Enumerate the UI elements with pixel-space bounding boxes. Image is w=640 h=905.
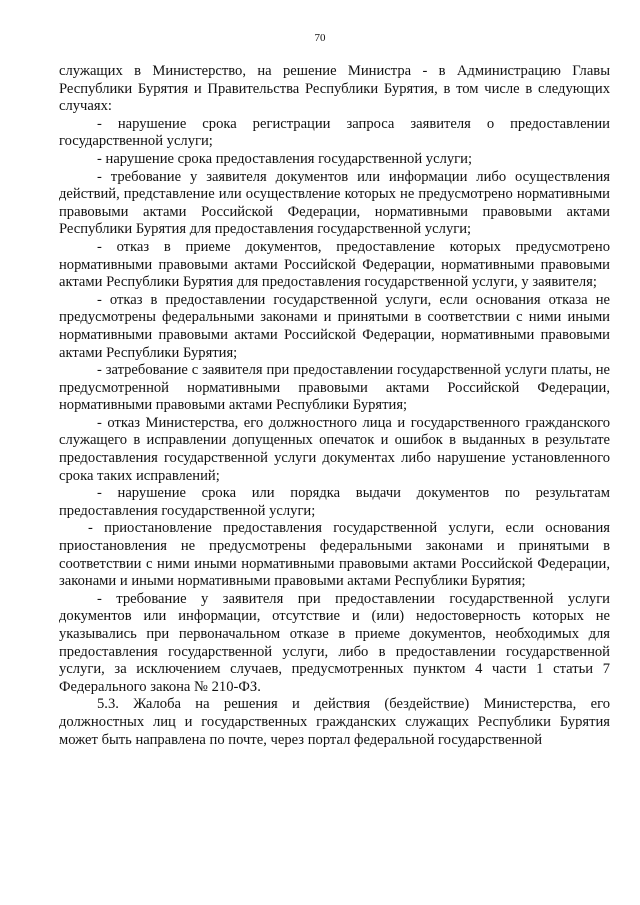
page-number: 70 (314, 32, 326, 44)
list-item-document-requirement: - требование у заявителя документов или информации либо осуществления действий, представление или осуществление которых не предусмотрено нормативными правовыми актами Российской Федерации, нормативными правовыми актами Республики Бурятия для предоставления государственной услуги; (59, 168, 610, 238)
paragraph-continuation: служащих в Министерство, на решение Министра - в Администрацию Главы Республики Бурятия и Правительства Республики Бурятия, в том числе в следующих случаях: (59, 63, 610, 115)
list-item-invalid-document-requirement: - требование у заявителя при предоставлении государственной услуги документов или информации, отсутствие и (или) недостоверность которых не указывались при первоначальном отказе в приеме документов, необходимых для предоставления государственной услуги, либо в предоставлении государственной услуги, за исключением случаев, предусмотренных пунктом 4 части 1 статьи 7 Федерального закона № 210-ФЗ. (59, 590, 610, 695)
list-item-suspension: - приостановление предоставления государственной услуги, если основания приостановления не предусмотрены федеральными законами и принятыми в соответствии с ними иными нормативными правовыми актами Российской Федерации, законами и иными нормативными правовыми актами Республики Бурятия; (59, 520, 610, 590)
section-5-3-paragraph: 5.3. Жалоба на решения и действия (бездействие) Министерства, его должностных лиц и государственных гражданских служащих Республики Бурятия может быть направлена по почте, через портал федеральной государственной (59, 696, 610, 748)
list-item-fee-demand: - затребование с заявителя при предоставлении государственной услуги платы, не предусмотренной нормативными правовыми актами Российской Федерации, нормативными правовыми актами Республики Бурятия; (59, 362, 610, 414)
list-item-registration-deadline: - нарушение срока регистрации запроса заявителя о предоставлении государственной услуги; (59, 115, 610, 150)
list-item-service-refusal: - отказ в предоставлении государственной услуги, если основания отказа не предусмотрены федеральными законами и принятыми в соответствии с ними иными нормативными правовыми актами Российской Федерации, нормативными правовыми актами Республики Бурятия; (59, 291, 610, 361)
list-item-issuance-violation: - нарушение срока или порядка выдачи документов по результатам предоставления государственной услуги; (59, 485, 610, 519)
list-item-service-deadline: - нарушение срока предоставления государственной услуги; (97, 150, 473, 167)
document-body (59, 63, 610, 749)
list-item-correction-refusal: - отказ Министерства, его должностного лица и государственного гражданского служащего в исправлении допущенных опечаток и ошибок в выданных в результате предоставления государственной услуги документах либо нарушение установленного срока таких исправлений; (59, 414, 610, 484)
list-item-document-refusal: - отказ в приеме документов, предоставление которых предусмотрено нормативными правовыми актами Российской Федерации, нормативными правовыми актами Республики Бурятия для предоставления государственной услуги, у заявителя; (59, 238, 610, 291)
